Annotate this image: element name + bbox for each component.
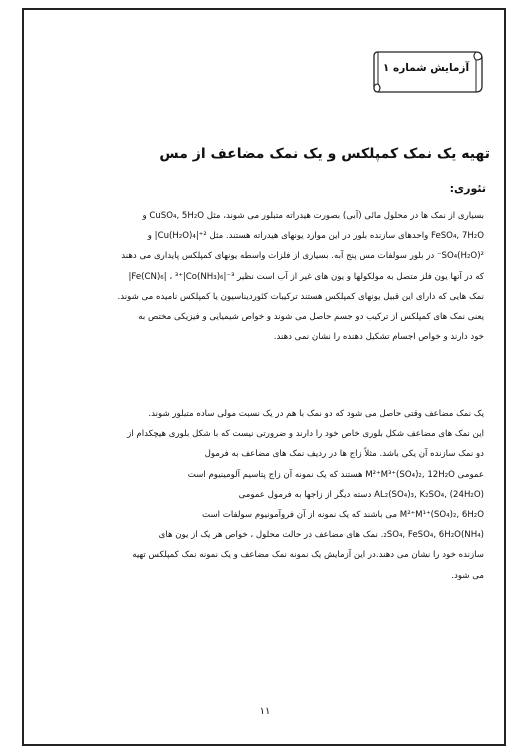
paragraph-line: AL₂(SO₄)₃, K₂SO₄, (24H₂O) دسته دیگر از زاجها به فرمول عمومی [238, 489, 484, 500]
paragraph-line: یعنی نمک های کمپلکس از ترکیب دو جسم حاصل می شوند و خواص شیمیایی و فیزیکی مختص به [138, 312, 484, 323]
experiment-label-scroll [372, 48, 484, 96]
paragraph-line: می شود. [451, 570, 484, 581]
paragraph-line: بسیاری از نمک ها در محلول مائی (آبی) بصورت هیدراته متبلور می شوند، مثل CuSO₄, 5H₂O و [142, 211, 484, 221]
paragraph-line: SO₄(H₂O)²⁻ در بلور سولفات مس پنج آبه. بسیاری از فلزات واسطه یونهای کمپلکس پایداری می دهند [121, 251, 484, 262]
paragraph-line: نمک هایی که دارای این قبیل یونهای کمپلکس هستند ترکیبات کئوردیناسیون یا کمپلکس نامیده می شوند. [117, 291, 484, 302]
paragraph-line: عمومی M²⁺M³⁺(SO₄)₂, 12H₂O هستند که یک نمونه آن زاج پتاسیم آلومینیوم است [187, 469, 484, 480]
paragraph-double-salt [46, 404, 484, 586]
paragraph-line: یک نمک مضاعف وقتی حاصل می شود که دو نمک با هم در یک نسبت مولی ساده متبلور شوند. [148, 409, 484, 419]
paragraph-line: FeSO₄, 7H₂O واحدهای سازنده بلور در این موارد یونهای هیدراته هستند. مثل ²⁺|Cu(H₂O)₄| و [147, 231, 484, 242]
paragraph-theory [46, 206, 484, 347]
paragraph-line: خود دارند و خواص اجسام تشکیل دهنده را نشان نمی دهند. [273, 332, 484, 343]
paragraph-line: این نمک های مضاعف شکل بلوری خاص خود را دارند و ضرورتی نیست که با شکل بلوری هیچکدام از [127, 429, 484, 440]
section-heading: تئوری: [449, 182, 486, 195]
paragraph-line: سازنده خود را نشان می دهند.در این آزمایش یک نمونه نمک مضاعف و یک نمونه نمک کمپلکس تهیه [132, 550, 484, 561]
paragraph-line: دو نمک سازنده آن یکی باشد. مثلاً زاج ها در ردیف نمک های مضاعف به فرمول [204, 449, 484, 460]
page-border [22, 8, 506, 746]
page-title: تهیه یک نمک کمپلکس و یک نمک مضاعف از مس [159, 146, 490, 162]
experiment-number: آزمایش شماره ۱ [382, 62, 470, 74]
paragraph-line: (NH₄)₂SO₄, FeSO₄, 6H₂O. نمک های مضاعف در حالت محلول ، خواص هر یک از یون های [158, 530, 484, 541]
page-number: ۱۱ [259, 706, 271, 717]
paragraph-line: که در آنها یون فلز متصل به مولکولها و یون های غیر از آب است نظیر ³⁻|Fe(CN)₆| ، ³⁺|Co(NH₃)₆| [128, 271, 484, 282]
paragraph-line: M²⁺M¹⁺(SO₄)₂, 6H₂O می باشند که یک نمونه از آن فروآمونیوم سولفات است [202, 510, 484, 521]
